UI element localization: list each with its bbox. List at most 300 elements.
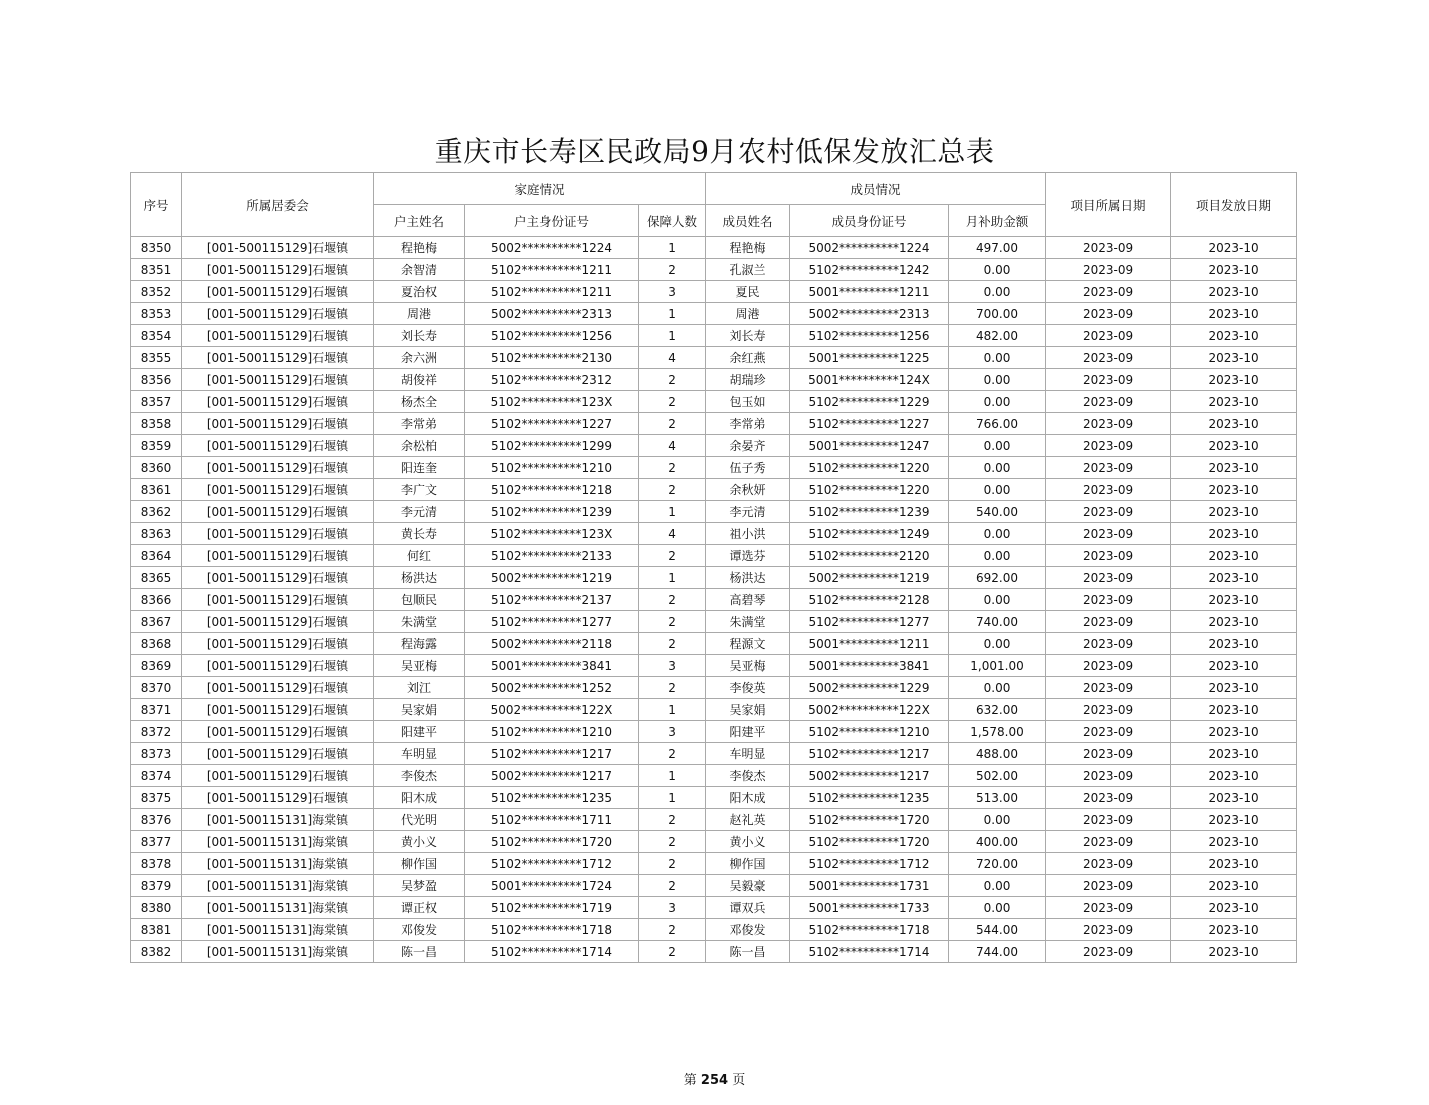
cell-seq: 8378: [131, 853, 182, 875]
cell-head-name: 谭正权: [374, 897, 465, 919]
cell-committee: [001-500115129]石堰镇: [182, 677, 374, 699]
cell-amount: 488.00: [949, 743, 1046, 765]
cell-issue-date: 2023-10: [1171, 677, 1297, 699]
cell-head-id: 5102**********1714: [465, 941, 639, 963]
cell-project-date: 2023-09: [1046, 611, 1171, 633]
cell-issue-date: 2023-10: [1171, 259, 1297, 281]
cell-head-name: 李常弟: [374, 413, 465, 435]
cell-amount: 1,001.00: [949, 655, 1046, 677]
cell-persons: 2: [639, 853, 706, 875]
cell-committee: [001-500115129]石堰镇: [182, 413, 374, 435]
table-row: [131, 391, 1297, 413]
cell-member-id: 5002**********1219: [790, 567, 949, 589]
cell-head-id: 5102**********1277: [465, 611, 639, 633]
cell-amount: 0.00: [949, 677, 1046, 699]
cell-head-name: 黄小义: [374, 831, 465, 853]
cell-issue-date: 2023-10: [1171, 919, 1297, 941]
cell-persons: 1: [639, 567, 706, 589]
table-row: [131, 303, 1297, 325]
cell-member-name: 杨洪达: [706, 567, 790, 589]
cell-member-id: 5002**********2313: [790, 303, 949, 325]
cell-persons: 2: [639, 941, 706, 963]
footer-suffix: 页: [728, 1073, 746, 1088]
cell-project-date: 2023-09: [1046, 479, 1171, 501]
cell-head-id: 5102**********1711: [465, 809, 639, 831]
cell-seq: 8353: [131, 303, 182, 325]
cell-issue-date: 2023-10: [1171, 523, 1297, 545]
cell-head-id: 5102**********1210: [465, 721, 639, 743]
cell-head-id: 5102**********1239: [465, 501, 639, 523]
cell-persons: 2: [639, 413, 706, 435]
cell-issue-date: 2023-10: [1171, 347, 1297, 369]
page-number: 254: [700, 1073, 729, 1088]
cell-amount: 0.00: [949, 875, 1046, 897]
table-row: [131, 237, 1297, 259]
cell-member-id: 5102**********2128: [790, 589, 949, 611]
cell-issue-date: 2023-10: [1171, 457, 1297, 479]
cell-project-date: 2023-09: [1046, 501, 1171, 523]
table-row: [131, 457, 1297, 479]
cell-committee: [001-500115131]海棠镇: [182, 809, 374, 831]
cell-issue-date: 2023-10: [1171, 325, 1297, 347]
allowance-table: [130, 172, 1297, 963]
cell-issue-date: 2023-10: [1171, 589, 1297, 611]
cell-project-date: 2023-09: [1046, 523, 1171, 545]
cell-project-date: 2023-09: [1046, 941, 1171, 963]
cell-committee: [001-500115129]石堰镇: [182, 633, 374, 655]
cell-amount: 0.00: [949, 809, 1046, 831]
cell-persons: 2: [639, 391, 706, 413]
cell-persons: 4: [639, 523, 706, 545]
cell-member-id: 5102**********1220: [790, 479, 949, 501]
cell-member-id: 5102**********1720: [790, 809, 949, 831]
cell-head-name: 李广文: [374, 479, 465, 501]
cell-amount: 0.00: [949, 391, 1046, 413]
cell-seq: 8362: [131, 501, 182, 523]
cell-amount: 1,578.00: [949, 721, 1046, 743]
cell-head-id: 5001**********3841: [465, 655, 639, 677]
cell-member-id: 5102**********1720: [790, 831, 949, 853]
cell-head-id: 5102**********1256: [465, 325, 639, 347]
cell-issue-date: 2023-10: [1171, 743, 1297, 765]
cell-head-name: 吴家娟: [374, 699, 465, 721]
table-row: [131, 743, 1297, 765]
cell-project-date: 2023-09: [1046, 413, 1171, 435]
cell-amount: 766.00: [949, 413, 1046, 435]
cell-amount: 502.00: [949, 765, 1046, 787]
cell-seq: 8376: [131, 809, 182, 831]
cell-member-id: 5102**********1227: [790, 413, 949, 435]
cell-seq: 8375: [131, 787, 182, 809]
cell-committee: [001-500115129]石堰镇: [182, 325, 374, 347]
cell-head-id: 5102**********2133: [465, 545, 639, 567]
cell-committee: [001-500115129]石堰镇: [182, 435, 374, 457]
cell-head-id: 5002**********1219: [465, 567, 639, 589]
cell-head-name: 邓俊发: [374, 919, 465, 941]
table-row: [131, 677, 1297, 699]
cell-persons: 4: [639, 435, 706, 457]
cell-project-date: 2023-09: [1046, 875, 1171, 897]
table-row: [131, 941, 1297, 963]
cell-persons: 2: [639, 875, 706, 897]
cell-persons: 2: [639, 259, 706, 281]
cell-project-date: 2023-09: [1046, 589, 1171, 611]
cell-member-name: 谭双兵: [706, 897, 790, 919]
cell-committee: [001-500115131]海棠镇: [182, 897, 374, 919]
cell-amount: 0.00: [949, 633, 1046, 655]
cell-member-id: 5002**********1229: [790, 677, 949, 699]
cell-member-name: 李常弟: [706, 413, 790, 435]
cell-member-name: 刘长寿: [706, 325, 790, 347]
cell-head-id: 5002**********1224: [465, 237, 639, 259]
table-row: [131, 655, 1297, 677]
cell-member-name: 包玉如: [706, 391, 790, 413]
cell-member-name: 程源文: [706, 633, 790, 655]
cell-amount: 0.00: [949, 281, 1046, 303]
cell-committee: [001-500115129]石堰镇: [182, 457, 374, 479]
cell-head-id: 5102**********1719: [465, 897, 639, 919]
cell-head-name: 李元清: [374, 501, 465, 523]
cell-member-id: 5102**********1256: [790, 325, 949, 347]
cell-head-id: 5002**********2313: [465, 303, 639, 325]
cell-seq: 8363: [131, 523, 182, 545]
cell-seq: 8359: [131, 435, 182, 457]
header-project-date: 项目所属日期: [1046, 173, 1171, 237]
cell-project-date: 2023-09: [1046, 809, 1171, 831]
cell-committee: [001-500115129]石堰镇: [182, 347, 374, 369]
cell-seq: 8367: [131, 611, 182, 633]
cell-head-name: 黄长寿: [374, 523, 465, 545]
cell-head-name: 余松柏: [374, 435, 465, 457]
cell-head-id: 5102**********1227: [465, 413, 639, 435]
cell-head-name: 程海露: [374, 633, 465, 655]
cell-persons: 2: [639, 831, 706, 853]
cell-seq: 8373: [131, 743, 182, 765]
cell-persons: 1: [639, 325, 706, 347]
cell-amount: 400.00: [949, 831, 1046, 853]
cell-head-id: 5102**********1211: [465, 281, 639, 303]
page-footer: [0, 1069, 1429, 1088]
cell-issue-date: 2023-10: [1171, 413, 1297, 435]
cell-issue-date: 2023-10: [1171, 765, 1297, 787]
cell-head-name: 包顺民: [374, 589, 465, 611]
cell-issue-date: 2023-10: [1171, 633, 1297, 655]
cell-member-name: 阳建平: [706, 721, 790, 743]
cell-head-name: 何红: [374, 545, 465, 567]
table-row: [131, 853, 1297, 875]
cell-seq: 8366: [131, 589, 182, 611]
cell-member-id: 5102**********1210: [790, 721, 949, 743]
table-row: [131, 787, 1297, 809]
cell-committee: [001-500115129]石堰镇: [182, 655, 374, 677]
cell-project-date: 2023-09: [1046, 237, 1171, 259]
cell-project-date: 2023-09: [1046, 281, 1171, 303]
cell-member-name: 车明显: [706, 743, 790, 765]
cell-amount: 497.00: [949, 237, 1046, 259]
cell-head-id: 5102**********1299: [465, 435, 639, 457]
cell-seq: 8382: [131, 941, 182, 963]
cell-head-id: 5102**********1210: [465, 457, 639, 479]
cell-member-name: 余晏齐: [706, 435, 790, 457]
header-committee: 所属居委会: [182, 173, 374, 237]
cell-member-id: 5002**********1224: [790, 237, 949, 259]
cell-member-name: 谭选芬: [706, 545, 790, 567]
cell-project-date: 2023-09: [1046, 325, 1171, 347]
cell-issue-date: 2023-10: [1171, 853, 1297, 875]
cell-committee: [001-500115129]石堰镇: [182, 765, 374, 787]
cell-head-name: 刘江: [374, 677, 465, 699]
cell-issue-date: 2023-10: [1171, 545, 1297, 567]
header-amount: 月补助金额: [949, 205, 1046, 237]
header-persons: 保障人数: [639, 205, 706, 237]
cell-project-date: 2023-09: [1046, 677, 1171, 699]
table-row: [131, 435, 1297, 457]
cell-seq: 8352: [131, 281, 182, 303]
cell-project-date: 2023-09: [1046, 655, 1171, 677]
cell-committee: [001-500115129]石堰镇: [182, 369, 374, 391]
cell-project-date: 2023-09: [1046, 633, 1171, 655]
cell-head-id: 5002**********122X: [465, 699, 639, 721]
table-row: [131, 699, 1297, 721]
cell-seq: 8372: [131, 721, 182, 743]
table-row: [131, 545, 1297, 567]
cell-committee: [001-500115129]石堰镇: [182, 501, 374, 523]
cell-head-id: 5102**********123X: [465, 391, 639, 413]
table-row: [131, 501, 1297, 523]
cell-project-date: 2023-09: [1046, 391, 1171, 413]
cell-project-date: 2023-09: [1046, 831, 1171, 853]
cell-member-id: 5001**********1211: [790, 633, 949, 655]
cell-member-id: 5001**********1733: [790, 897, 949, 919]
table-row: [131, 831, 1297, 853]
cell-issue-date: 2023-10: [1171, 875, 1297, 897]
cell-project-date: 2023-09: [1046, 699, 1171, 721]
cell-persons: 3: [639, 721, 706, 743]
cell-head-name: 杨杰全: [374, 391, 465, 413]
cell-member-name: 程艳梅: [706, 237, 790, 259]
cell-head-name: 陈一昌: [374, 941, 465, 963]
cell-committee: [001-500115131]海棠镇: [182, 831, 374, 853]
cell-member-name: 赵礼英: [706, 809, 790, 831]
cell-committee: [001-500115129]石堰镇: [182, 523, 374, 545]
cell-persons: 4: [639, 347, 706, 369]
cell-amount: 0.00: [949, 523, 1046, 545]
header-head-name: 户主姓名: [374, 205, 465, 237]
cell-committee: [001-500115129]石堰镇: [182, 479, 374, 501]
cell-head-id: 5002**********1217: [465, 765, 639, 787]
cell-committee: [001-500115129]石堰镇: [182, 787, 374, 809]
cell-committee: [001-500115129]石堰镇: [182, 237, 374, 259]
cell-head-id: 5102**********1211: [465, 259, 639, 281]
cell-head-id: 5102**********2312: [465, 369, 639, 391]
cell-head-name: 余智清: [374, 259, 465, 281]
cell-head-name: 周港: [374, 303, 465, 325]
cell-member-name: 周港: [706, 303, 790, 325]
cell-member-name: 朱满堂: [706, 611, 790, 633]
cell-committee: [001-500115129]石堰镇: [182, 567, 374, 589]
cell-member-id: 5001**********1731: [790, 875, 949, 897]
cell-project-date: 2023-09: [1046, 259, 1171, 281]
cell-head-name: 阳建平: [374, 721, 465, 743]
cell-head-id: 5102**********1217: [465, 743, 639, 765]
cell-committee: [001-500115131]海棠镇: [182, 875, 374, 897]
cell-seq: 8354: [131, 325, 182, 347]
cell-head-id: 5102**********2130: [465, 347, 639, 369]
cell-member-id: 5001**********1211: [790, 281, 949, 303]
cell-head-id: 5102**********1718: [465, 919, 639, 941]
table-row: [131, 765, 1297, 787]
cell-project-date: 2023-09: [1046, 743, 1171, 765]
cell-project-date: 2023-09: [1046, 853, 1171, 875]
table-row: [131, 875, 1297, 897]
header-member-name: 成员姓名: [706, 205, 790, 237]
cell-member-id: 5102**********1714: [790, 941, 949, 963]
cell-member-name: 胡瑞珍: [706, 369, 790, 391]
cell-head-name: 吴亚梅: [374, 655, 465, 677]
cell-project-date: 2023-09: [1046, 303, 1171, 325]
cell-member-name: 孔淑兰: [706, 259, 790, 281]
cell-amount: 0.00: [949, 435, 1046, 457]
cell-amount: 632.00: [949, 699, 1046, 721]
cell-committee: [001-500115131]海棠镇: [182, 853, 374, 875]
cell-amount: 0.00: [949, 479, 1046, 501]
header-member-group: 成员情况: [706, 173, 1046, 205]
cell-head-name: 代光明: [374, 809, 465, 831]
cell-member-id: 5102**********1220: [790, 457, 949, 479]
cell-issue-date: 2023-10: [1171, 831, 1297, 853]
table-row: [131, 809, 1297, 831]
cell-member-id: 5001**********1225: [790, 347, 949, 369]
cell-member-name: 余红燕: [706, 347, 790, 369]
table-row: [131, 589, 1297, 611]
cell-committee: [001-500115129]石堰镇: [182, 721, 374, 743]
table-row: [131, 325, 1297, 347]
cell-amount: 513.00: [949, 787, 1046, 809]
cell-issue-date: 2023-10: [1171, 391, 1297, 413]
cell-member-name: 伍子秀: [706, 457, 790, 479]
cell-persons: 3: [639, 655, 706, 677]
cell-project-date: 2023-09: [1046, 545, 1171, 567]
table-body: [131, 237, 1297, 963]
cell-head-id: 5102**********1720: [465, 831, 639, 853]
cell-project-date: 2023-09: [1046, 457, 1171, 479]
cell-seq: 8360: [131, 457, 182, 479]
cell-head-name: 朱满堂: [374, 611, 465, 633]
cell-head-id: 5002**********1252: [465, 677, 639, 699]
cell-head-id: 5102**********1235: [465, 787, 639, 809]
table-row: [131, 567, 1297, 589]
cell-seq: 8368: [131, 633, 182, 655]
cell-issue-date: 2023-10: [1171, 237, 1297, 259]
cell-issue-date: 2023-10: [1171, 501, 1297, 523]
cell-amount: 700.00: [949, 303, 1046, 325]
cell-member-name: 阳木成: [706, 787, 790, 809]
cell-amount: 544.00: [949, 919, 1046, 941]
cell-member-name: 李俊杰: [706, 765, 790, 787]
cell-head-id: 5102**********1218: [465, 479, 639, 501]
cell-member-id: 5102**********1242: [790, 259, 949, 281]
cell-persons: 3: [639, 897, 706, 919]
header-issue-date: 项目发放日期: [1171, 173, 1297, 237]
cell-seq: 8358: [131, 413, 182, 435]
cell-persons: 2: [639, 369, 706, 391]
cell-issue-date: 2023-10: [1171, 787, 1297, 809]
cell-head-id: 5001**********1724: [465, 875, 639, 897]
table-row: [131, 633, 1297, 655]
cell-project-date: 2023-09: [1046, 369, 1171, 391]
cell-project-date: 2023-09: [1046, 787, 1171, 809]
cell-seq: 8355: [131, 347, 182, 369]
cell-persons: 2: [639, 589, 706, 611]
cell-issue-date: 2023-10: [1171, 303, 1297, 325]
cell-persons: 1: [639, 787, 706, 809]
cell-amount: 0.00: [949, 259, 1046, 281]
cell-member-name: 黄小义: [706, 831, 790, 853]
table-row: [131, 721, 1297, 743]
cell-seq: 8380: [131, 897, 182, 919]
cell-member-name: 吴毅豪: [706, 875, 790, 897]
cell-seq: 8369: [131, 655, 182, 677]
cell-amount: 692.00: [949, 567, 1046, 589]
cell-committee: [001-500115131]海棠镇: [182, 941, 374, 963]
cell-member-id: 5102**********1277: [790, 611, 949, 633]
cell-seq: 8370: [131, 677, 182, 699]
cell-seq: 8374: [131, 765, 182, 787]
cell-amount: 0.00: [949, 347, 1046, 369]
cell-member-id: 5102**********1235: [790, 787, 949, 809]
cell-amount: 0.00: [949, 589, 1046, 611]
cell-persons: 1: [639, 237, 706, 259]
cell-issue-date: 2023-10: [1171, 897, 1297, 919]
cell-project-date: 2023-09: [1046, 567, 1171, 589]
cell-member-name: 祖小洪: [706, 523, 790, 545]
cell-issue-date: 2023-10: [1171, 281, 1297, 303]
cell-head-name: 刘长寿: [374, 325, 465, 347]
cell-amount: 482.00: [949, 325, 1046, 347]
cell-committee: [001-500115129]石堰镇: [182, 259, 374, 281]
cell-seq: 8356: [131, 369, 182, 391]
cell-amount: 0.00: [949, 369, 1046, 391]
cell-project-date: 2023-09: [1046, 435, 1171, 457]
cell-seq: 8377: [131, 831, 182, 853]
cell-member-id: 5102**********1229: [790, 391, 949, 413]
cell-member-id: 5102**********1718: [790, 919, 949, 941]
cell-issue-date: 2023-10: [1171, 567, 1297, 589]
cell-head-name: 胡俊祥: [374, 369, 465, 391]
cell-seq: 8350: [131, 237, 182, 259]
cell-head-name: 阳木成: [374, 787, 465, 809]
cell-head-name: 车明显: [374, 743, 465, 765]
cell-issue-date: 2023-10: [1171, 809, 1297, 831]
cell-head-name: 夏治权: [374, 281, 465, 303]
cell-head-name: 余六洲: [374, 347, 465, 369]
cell-seq: 8361: [131, 479, 182, 501]
cell-member-name: 夏民: [706, 281, 790, 303]
cell-persons: 2: [639, 919, 706, 941]
cell-committee: [001-500115129]石堰镇: [182, 281, 374, 303]
cell-persons: 2: [639, 743, 706, 765]
cell-head-id: 5102**********2137: [465, 589, 639, 611]
cell-committee: [001-500115129]石堰镇: [182, 545, 374, 567]
cell-member-id: 5002**********1217: [790, 765, 949, 787]
cell-head-id: 5102**********1712: [465, 853, 639, 875]
cell-committee: [001-500115129]石堰镇: [182, 743, 374, 765]
cell-head-id: 5002**********2118: [465, 633, 639, 655]
cell-member-id: 5102**********1217: [790, 743, 949, 765]
cell-persons: 2: [639, 633, 706, 655]
cell-seq: 8357: [131, 391, 182, 413]
cell-seq: 8379: [131, 875, 182, 897]
